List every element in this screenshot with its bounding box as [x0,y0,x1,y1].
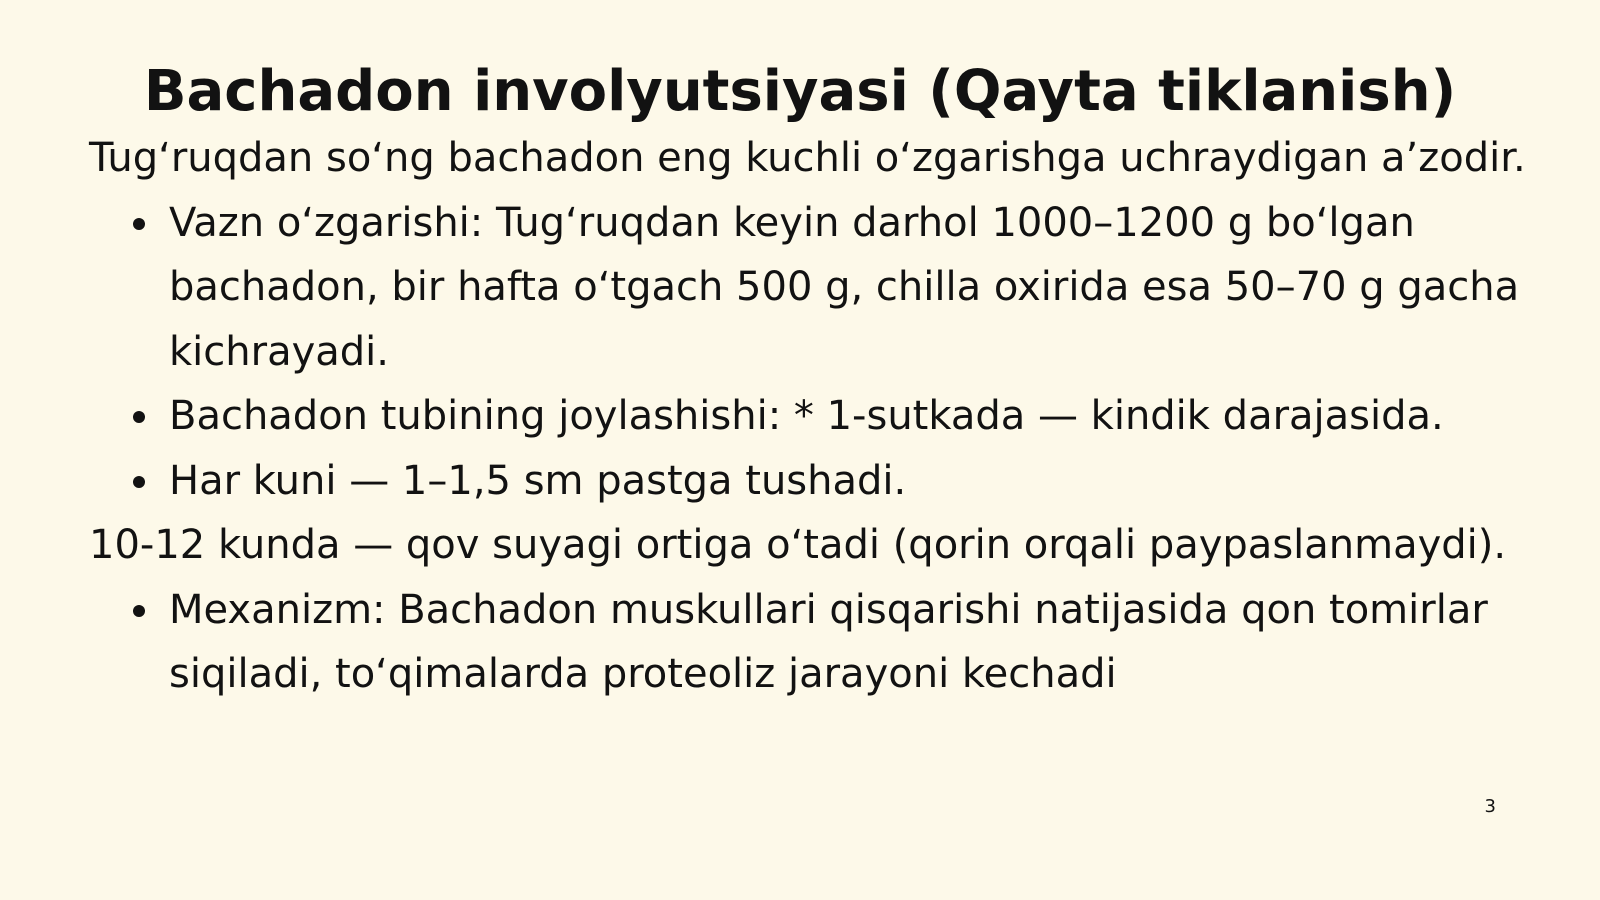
bullet-text: Vazn o‘zgarishi: Tug‘ruqdan keyin darhol 1000–1200 g bo‘lgan bachadon, bir hafta o‘tgach 500 g, chilla oxirida esa 50–70 g gacha kichrayadi. [169,199,1520,375]
page-number: 3 [1484,796,1496,817]
bullet-icon [133,411,145,423]
bullet-item-daily-descent [169,449,1569,514]
bullet-icon [133,218,145,230]
bullet-icon [133,605,145,617]
middle-paragraph: 10-12 kunda — qov suyagi ortiga o‘tadi (qorin orqali paypaslanmaydi). [89,522,1507,568]
bullet-item-fundus-position [169,384,1569,449]
bullet-text: Har kuni — 1–1,5 sm pastga tushadi. [169,457,907,504]
intro-paragraph: Tug‘ruqdan so‘ng bachadon eng kuchli o‘zgarishga uchraydigan a’zodir. [89,135,1526,181]
bullet-item-mechanism [169,578,1569,707]
bullet-icon [133,476,145,488]
slide-title: Bachadon involyutsiyasi (Qayta tiklanish) [143,59,1457,124]
bullet-item-weight [169,191,1569,385]
bullet-list-2 [89,578,1569,707]
bullet-list-1 [89,191,1569,514]
slide-content [89,126,1569,707]
bullet-text: Mexanizm: Bachadon muskullari qisqarishi natijasida qon tomirlar siqiladi, to‘qimalarda proteoliz jarayoni kechadi [169,586,1488,697]
bullet-text: Bachadon tubining joylashishi: * 1-sutkada — kindik darajasida. [169,393,1444,439]
